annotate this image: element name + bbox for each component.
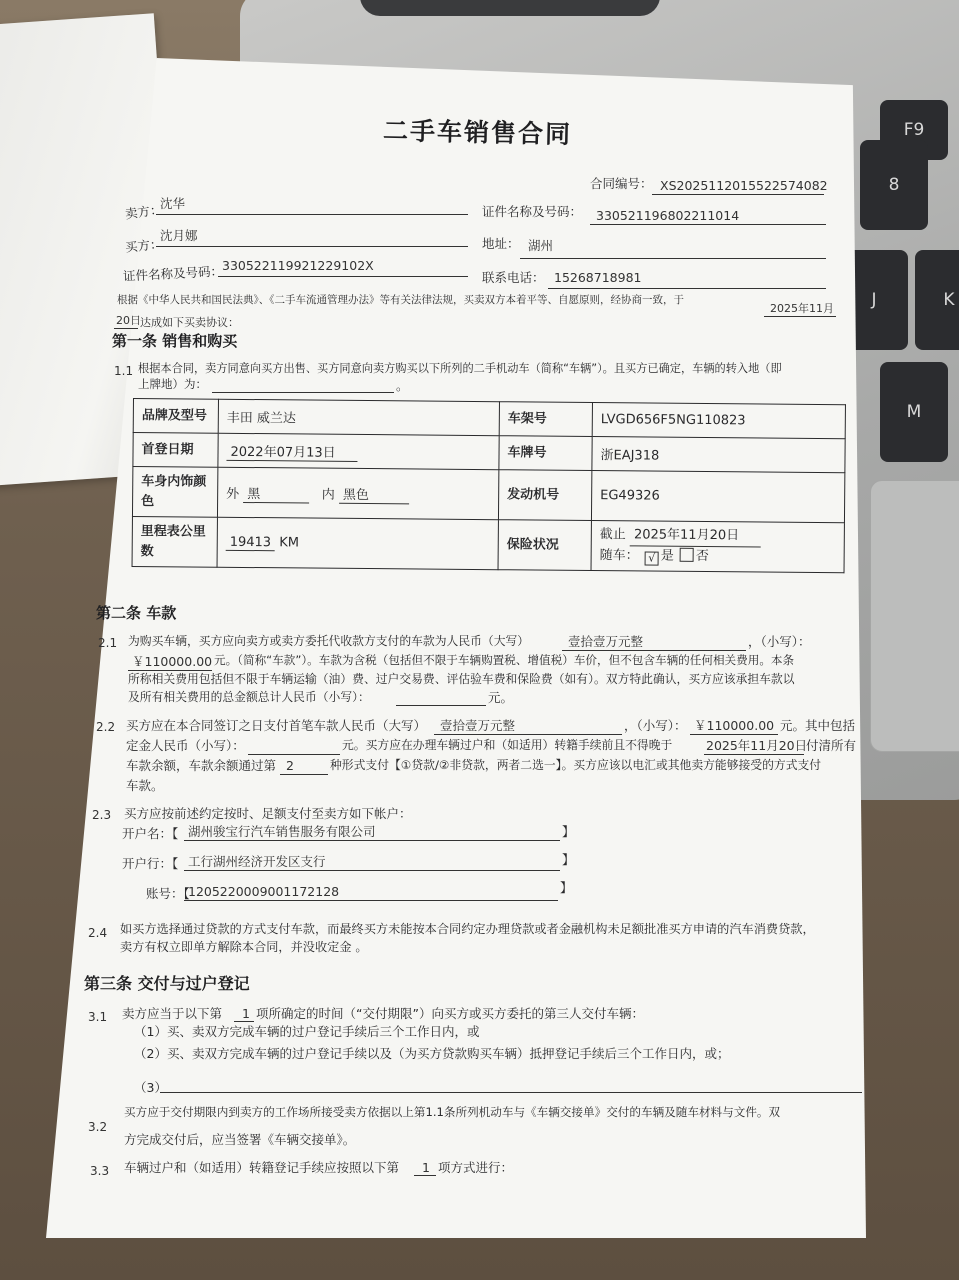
clause-2-4-num: 2.4 [88,926,108,940]
mileage-value: 19413 [226,534,275,550]
key-j: J [840,250,908,350]
clause-2-1-num: 2.1 [98,636,118,650]
clause-2-2-num: 2.2 [96,720,116,734]
preamble-text: 根据《中华人民共和国民法典》、《二手车流通管理办法》等有关法律法规，买卖双方本着平等、自愿原则，经协商一致，于 [117,294,684,306]
section-2-title: 第二条 车款 [96,604,177,622]
ext-color-value: 黑 [243,482,309,503]
laptop-hinge [360,0,660,16]
clause-3-1-choice: 1 [242,1006,250,1021]
account-bank-label: 开户行：【 [122,856,179,871]
clause-2-2-deadline: 2025年11月20日 [706,738,808,753]
engine-value: EG49326 [591,471,844,523]
clause-3-1-line1b: 项所确定的时间（“交付期限”）向买方或买方委托的第三人交付车辆： [256,1006,644,1021]
clause-3-2-num: 3.2 [88,1120,108,1134]
preamble-end: 达成如下买卖协议： [140,316,239,329]
clause-3-1-line1a: 卖方应当于以下第 [122,1006,223,1021]
clause-3-1-option-1: （1）买、卖双方完成车辆的过户登记手续后三个工作日内，或 [134,1024,480,1039]
mileage-unit: KM [279,534,300,550]
contract-no: XS2025112015522574082 [660,178,828,193]
ins-until-value: 2025年11月20日 [630,525,761,547]
seller-name: 沈华 [160,196,186,211]
seller-label: 卖方： [124,201,164,222]
yes-label: 是 [660,548,674,564]
buyer-label: 买方： [124,236,164,255]
section-1-title: 第一条 销售和购买 [112,332,238,350]
account-name-close: 】 [562,824,575,839]
seller-id-label: 证件名称及号码： [482,204,583,219]
buyer-phone: 15268718981 [554,270,642,285]
clause-3-1-option-2: （2）买、卖双方完成车辆的过户登记手续以及（为买方贷款购买车辆）抵押登记手续后三个工作日内，或； [134,1046,730,1061]
keyboard [840,100,959,520]
vin-label: 车架号 [499,402,592,437]
seller-id: 330521196802211014 [596,208,740,223]
account-name-label: 开户名：【 [122,826,179,841]
account-no-close: 】 [560,880,573,895]
insurance-label: 保险状况 [498,520,591,571]
clause-2-1-line4a: 及所有相关费用的总金额总计人民币（小写）： [128,690,370,704]
clause-2-1-lower: ￥110000.00 [132,654,213,669]
clause-2-3-num: 2.3 [92,808,112,822]
clause-2-2-upper: 壹拾壹万元整 [440,718,516,733]
page-title: 二手车销售合同 [382,116,573,149]
mileage-label: 里程表公里数 [132,516,217,567]
clause-1-1-line1: 根据本合同，卖方同意向买方出售、买方同意向卖方购买以下所列的二手机动车（简称“车辆”）。且买方已确定，车辆的转入地（即 [138,362,782,375]
reg-date-label: 首登日期 [133,433,218,468]
reg-date-value: 2022年07月13日 [226,440,357,461]
address-label: 地址： [482,236,520,251]
ins-until-label: 截止 [599,526,626,543]
no-label: 否 [695,548,710,565]
buyer-id: 33052211992122910​2X [222,258,374,273]
clause-3-3-num: 3.3 [90,1164,110,1178]
color-label: 车身内饰颜色 [132,467,217,518]
clause-2-2-line1b: ，（小写）： [624,718,687,733]
clause-3-3-line1b: 项方式进行： [438,1160,514,1175]
phone-label: 联系电话： [482,270,545,285]
account-no-label: 账号：【 [146,886,190,901]
section-3-title: 第三条 交付与过户登记 [84,974,250,993]
vin-value: LVGD656F5NG110823 [592,403,845,439]
clause-2-2-lower: ￥110000.00 [694,718,775,733]
key-k: K [915,250,959,350]
clause-2-2-line1a: 买方应在本合同签订之日支付首笔车款人民币（大写） [126,718,427,733]
key-8: 8 [860,140,928,230]
checkbox-yes [645,551,659,565]
account-no: 1205220009001172128 [188,884,340,899]
account-name: 湖州骏宝行汽车销售服务有限公司 [188,824,376,839]
plate-value: 浙EAJ318 [592,437,845,473]
clause-3-3-line1a: 车辆过户和（如适用）转籍登记手续应按照以下第 [124,1160,400,1175]
clause-3-3-choice: 1 [422,1160,430,1175]
brand-label: 品牌及型号 [133,399,218,434]
checkbox-no [680,548,694,562]
clause-1-1-end: 。 [396,378,409,393]
clause-2-2-line2c: 付清所有 [806,738,857,753]
key-m: M [880,362,948,462]
preamble-date-b: 20日 [116,314,141,327]
clause-2-2-method: 2 [286,758,294,773]
preamble-date-a: 2025年11月 [770,302,834,315]
vehicle-info-table [132,398,846,573]
account-bank-close: 】 [562,852,575,867]
clause-1-1-num: 1.1 [114,364,134,378]
clause-2-2-line3b: 种形式支付【①贷款/②非贷款，两者二选一】。买方应该以电汇或其他卖方能够接受的方式支付 [330,758,822,772]
clause-3-2-line2: 方完成交付后，应当签署《车辆交接单》。 [124,1132,356,1147]
clause-2-4-line2: 卖方有权立即单方解除本合同，并没收定金 。 [120,940,368,954]
buyer-id-label: 证件名称及号码： [122,263,224,284]
touchpad [870,480,959,752]
buyer-address: 湖州 [528,238,554,253]
clause-2-1-line1b: ，（小写）： [748,634,811,649]
clause-2-2-line2b: 元。买方应在办理车辆过户和（如适用）转籍手续前且不得晚于 [342,738,673,752]
clause-2-2-line1c: 元。其中包括 [780,718,856,733]
clause-3-1-num: 3.1 [88,1010,108,1024]
account-bank: 工行湖州经济开发区支行 [188,854,326,869]
clause-2-1-upper: 壹拾壹万元整 [568,634,644,649]
clause-2-4-line1: 如买方选择通过贷款的方式支付车款，而最终买方未能按本合同约定办理贷款或者金融机构未足额批准买方申请的汽车消费贷款， [120,922,815,936]
buyer-name: 沈月娜 [160,228,198,243]
plate-label: 车牌号 [499,436,592,471]
clause-1-1-line2: 上牌地）为： [138,377,207,391]
check-mark-icon: √ [648,551,656,565]
clause-3-1-option-3: （3） [134,1080,167,1095]
clause-2-1-line4b: 元。 [488,690,514,705]
contract-no-label: 合同编号： [590,176,653,191]
clause-2-1-line2: 元。（简称“车款”）。车款为含税（包括但不限于车辆购置税、增值税）车价，但不包含车辆的任何相关费用。本条 [214,653,795,667]
clause-2-2-line3a: 车款余额，车款余额通过第 [126,758,277,773]
brand-value: 丰田 威兰达 [218,399,499,435]
clause-2-3-line1: 买方应按前述约定按时、足额支付至卖方如下帐户： [124,806,412,821]
key-f9: F9 [880,100,948,160]
clause-2-1-line1a: 为购买车辆，买方应向卖方或卖方委托代收款方支付的车款为人民币（大写） [128,634,530,648]
int-color-value: 黑色 [339,483,409,504]
ext-color-label: 外 [226,486,240,502]
clause-2-1-line3: 所称相关费用包括但不限于车辆运输（油）费、过户交易费、评估验车费和保险费（如有）。双方特此确认，买方应该承担车款以 [128,672,795,686]
clause-2-2-line4: 车款。 [126,778,164,793]
ins-with-label: 随车： [599,548,639,564]
int-color-label: 内 [321,487,335,503]
clause-3-2-line1: 买方应于交付期限内到卖方的工作场所接受卖方依据以上第1.1条所列机动车与《车辆交接单》交付的车辆及随车材料与文件。双 [124,1105,781,1119]
clause-2-2-line2a: 定金人民币（小写）： [126,738,245,753]
engine-label: 发动机号 [498,470,591,521]
